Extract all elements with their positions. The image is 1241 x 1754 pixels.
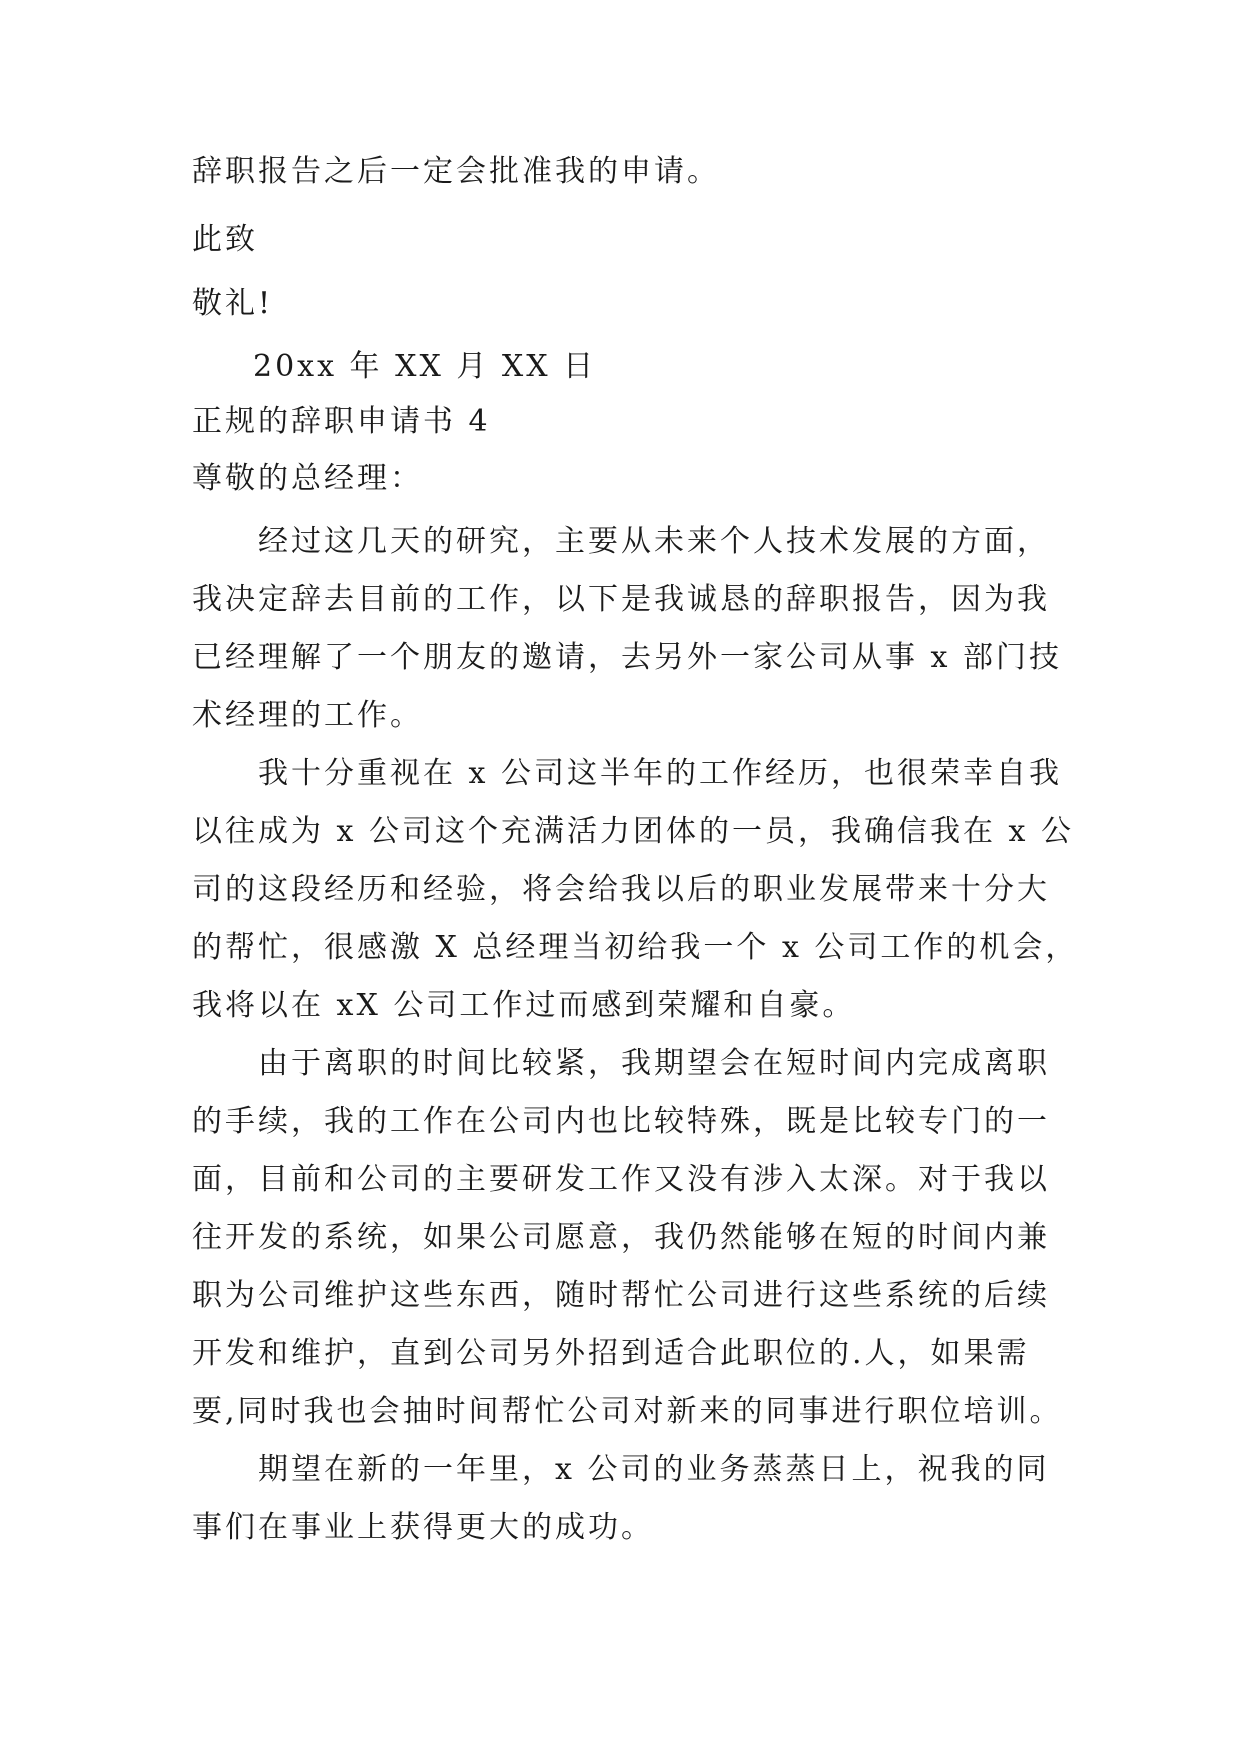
closing-respect: 敬礼! — [192, 286, 274, 321]
paragraph-3-line-4: 往开发的系统，如果公司愿意，我仍然能够在短的时间内兼 — [192, 1220, 1050, 1255]
paragraph-3-line-7: 要,同时我也会抽时间帮忙公司对新来的同事进行职位培训。 — [192, 1394, 1063, 1429]
paragraph-3-line-6: 开发和维护，直到公司另外招到适合此职位的.人，如果需 — [192, 1336, 1030, 1371]
paragraph-2-line-1: 我十分重视在 x 公司这半年的工作经历，也很荣幸自我 — [258, 756, 1062, 791]
paragraph-2-line-3: 司的这段经历和经验，将会给我以后的职业发展带来十分大 — [192, 872, 1050, 907]
paragraph-3-line-2: 的手续，我的工作在公司内也比较特殊，既是比较专门的一 — [192, 1104, 1050, 1139]
section-heading: 正规的辞职申请书 4 — [192, 404, 491, 439]
paragraph-2-line-4: 的帮忙，很感激 X 总经理当初给我一个 x 公司工作的机会， — [192, 930, 1079, 965]
paragraph-1-line-2: 我决定辞去目前的工作，以下是我诚恳的辞职报告，因为我 — [192, 582, 1050, 617]
paragraph-4-line-2: 事们在事业上获得更大的成功。 — [192, 1510, 654, 1545]
paragraph-3-line-1: 由于离职的时间比较紧，我期望会在短时间内完成离职 — [258, 1046, 1050, 1081]
paragraph-3-line-5: 职为公司维护这些东西，随时帮忙公司进行这些系统的后续 — [192, 1278, 1050, 1313]
paragraph-2-line-2: 以往成为 x 公司这个充满活力团体的一员，我确信我在 x 公 — [192, 814, 1074, 849]
closing-salutation: 此致 — [192, 222, 258, 257]
date-line: 20xx 年 XX 月 XX 日 — [253, 349, 597, 384]
paragraph-1-line-1: 经过这几天的研究，主要从未来个人技术发展的方面， — [258, 524, 1050, 559]
letter-greeting: 尊敬的总经理： — [192, 461, 423, 496]
paragraph-3-line-3: 面，目前和公司的主要研发工作又没有涉入太深。对于我以 — [192, 1162, 1050, 1197]
paragraph-1-line-3: 已经理解了一个朋友的邀请，去另外一家公司从事 x 部门技 — [192, 640, 1062, 675]
paragraph-4-line-1: 期望在新的一年里，x 公司的业务蒸蒸日上，祝我的同 — [258, 1452, 1050, 1487]
paragraph-1-line-4: 术经理的工作。 — [192, 698, 423, 733]
text-line-continuation: 辞职报告之后一定会批准我的申请。 — [192, 154, 720, 189]
paragraph-2-line-5: 我将以在 xX 公司工作过而感到荣耀和自豪。 — [192, 988, 856, 1023]
